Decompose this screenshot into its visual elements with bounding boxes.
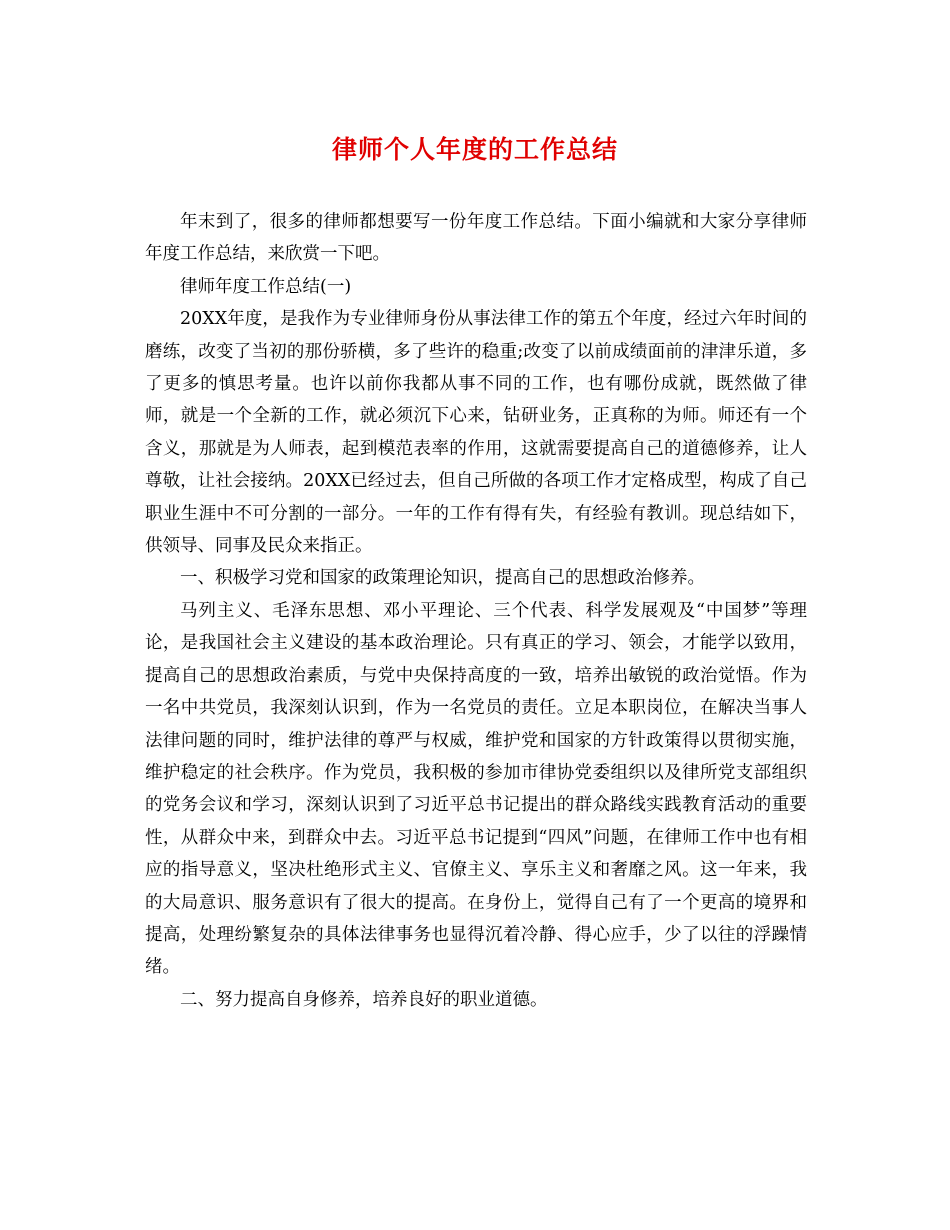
document-body	[145, 206, 807, 1016]
paragraph-overview: 20XX年度，是我作为专业律师身份从事法律工作的第五个年度，经过六年时间的磨练，改变了当初的那份骄横，多了些许的稳重;改变了以前成绩面前的津津乐道，多了更多的慎思考量。也许以前你我都从事不同的工作，也有哪份成就，既然做了律师，就是一个全新的工作，就必须沉下心来，钻研业务，正真称的为师。师还有一个含义，那就是为人师表，起到模范表率的作用，这就需要提高自己的道德修养，让人尊敬，让社会接纳。20XX已经过去，但自己所做的各项工作才定格成型，构成了自己职业生涯中不可分割的一部分。一年的工作有得有失，有经验有教训。现总结如下，供领导、同事及民众来指正。	[145, 309, 807, 557]
paragraph-section-heading: 律师年度工作总结(一)	[180, 276, 352, 297]
paragraph-point-two-heading: 二、努力提高自身修养，培养良好的职业道德。	[180, 989, 548, 1010]
paragraph-point-one-heading: 一、积极学习党和国家的政策理论知识，提高自己的思想政治修养。	[180, 568, 705, 589]
document-title: 律师个人年度的工作总结	[331, 135, 618, 164]
paragraph-intro: 年末到了，很多的律师都想要写一份年度工作总结。下面小编就和大家分享律师年度工作总结，来欣赏一下吧。	[145, 212, 807, 265]
paragraph-point-one-body: 马列主义、毛泽东思想、邓小平理论、三个代表、科学发展观及“中国梦”等理论，是我国社会主义建设的基本政治理论。只有真正的学习、领会，才能学以致用，提高自己的思想政治素质，与党中央保持高度的一致，培养出敏锐的政治觉悟。作为一名中共党员，我深刻认识到，作为一名党员的责任。立足本职岗位，在解决当事人法律问题的同时，维护法律的尊严与权威，维护党和国家的方针政策得以贯彻实施，维护稳定的社会秩序。作为党员，我积极的参加市律协党委组织以及律所党支部组织的党务会议和学习，深刻认识到了习近平总书记提出的群众路线实践教育活动的重要性，从群众中来，到群众中去。习近平总书记提到“四风”问题，在律师工作中也有相应的指导意义，坚决杜绝形式主义、官僚主义、享乐主义和奢靡之风。这一年来，我的大局意识、服务意识有了很大的提高。在身份上，觉得自己有了一个更高的境界和提高，处理纷繁复杂的具体法律事务也显得沉着冷静、得心应手，少了以往的浮躁情绪。	[145, 600, 807, 978]
